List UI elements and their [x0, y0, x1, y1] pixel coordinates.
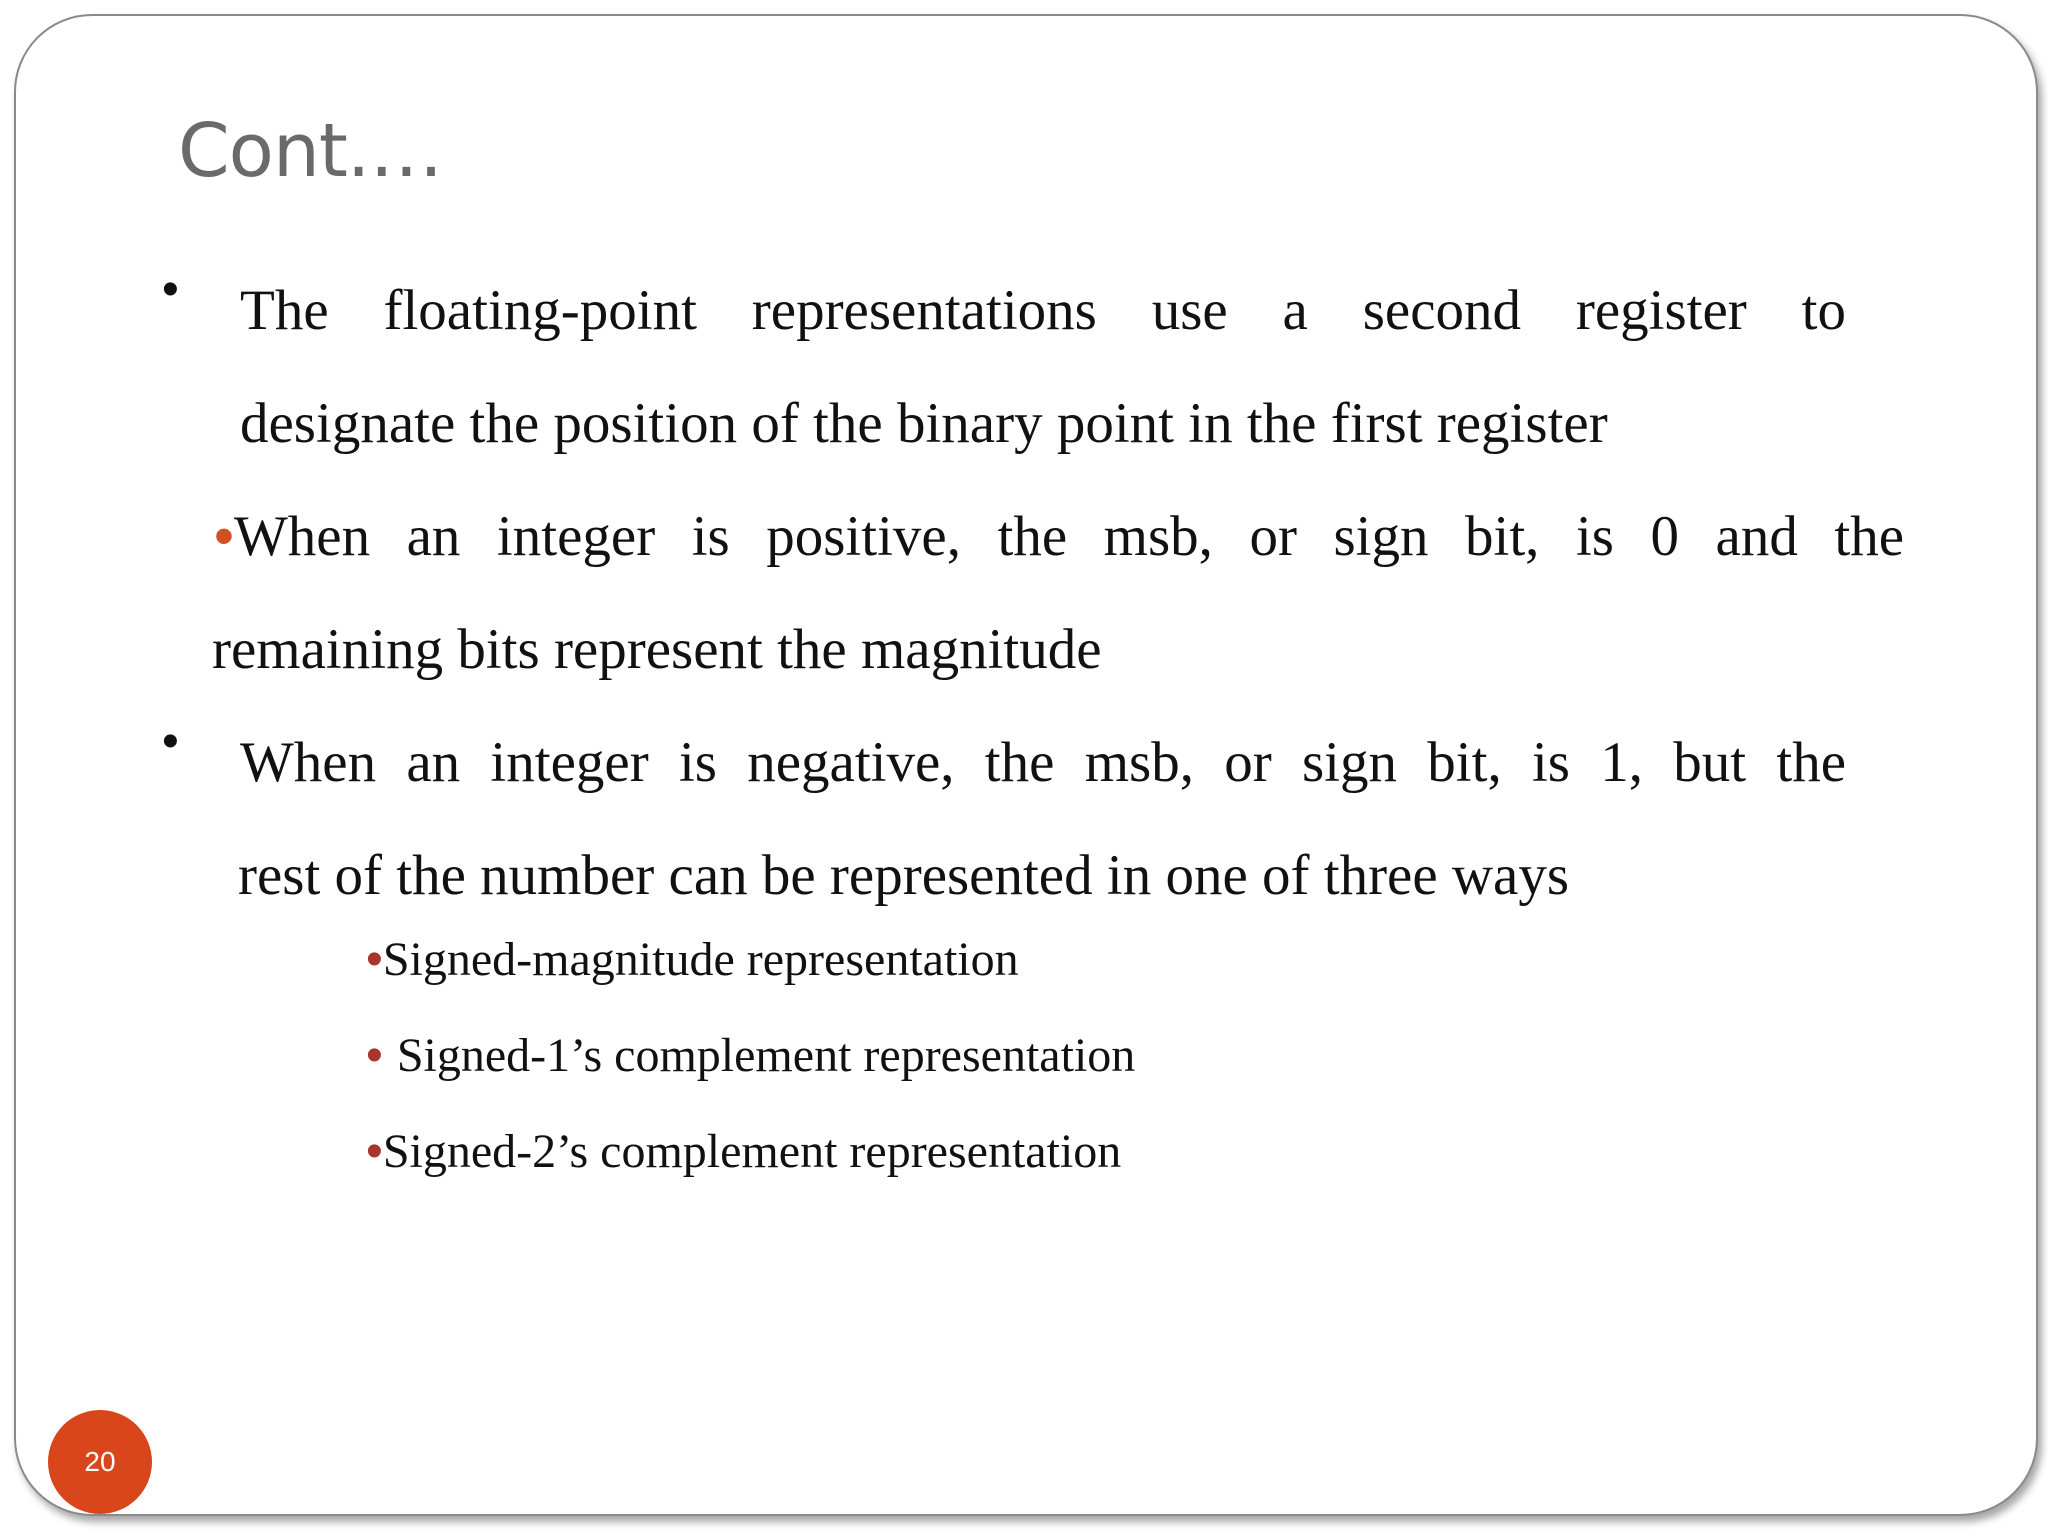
bullet-1-line-1: The floating-point representations use a second register to: [240, 279, 1846, 342]
bullet-3-line-2: rest of the number can be represented in one of three ways: [238, 844, 1570, 907]
bullet-2-line-1-text: When an integer is positive, the msb, or sign bit, is 0 and the: [233, 505, 1904, 568]
bullet-item-3: [240, 706, 1846, 932]
sub-bullet-1: [366, 933, 1019, 986]
bullet-2-line-2: remaining bits represent the magnitude: [212, 618, 1102, 681]
orange-bullet-icon: •: [214, 504, 234, 568]
bullet-dot-icon: •: [162, 263, 179, 316]
slide-frame: [14, 14, 2038, 1516]
bullet-2-line-1: [214, 480, 1904, 593]
slide-title: Cont.…: [178, 108, 443, 194]
sub-bullet-2-text: Signed-1’s complement representation: [396, 1029, 1136, 1082]
bullet-1-line-2: designate the position of the binary point in the first register: [240, 392, 1608, 455]
bullet-item-2: [214, 480, 1904, 706]
red-bullet-icon: •: [366, 1125, 383, 1178]
bullet-dot-icon: •: [162, 715, 179, 768]
red-bullet-icon: •: [366, 933, 383, 986]
bullet-item-1: [240, 254, 1846, 480]
sub-bullet-3: [366, 1125, 1122, 1178]
page-number-badge: 20: [48, 1410, 152, 1514]
red-bullet-icon: •: [366, 1029, 383, 1082]
sub-bullet-3-text: Signed-2’s complement representation: [382, 1125, 1122, 1178]
bullet-3-line-1: When an integer is negative, the msb, or sign bit, is 1, but the: [240, 731, 1846, 794]
sub-bullet-1-text: Signed-magnitude representation: [382, 933, 1019, 986]
sub-bullet-2: [366, 1029, 1136, 1082]
